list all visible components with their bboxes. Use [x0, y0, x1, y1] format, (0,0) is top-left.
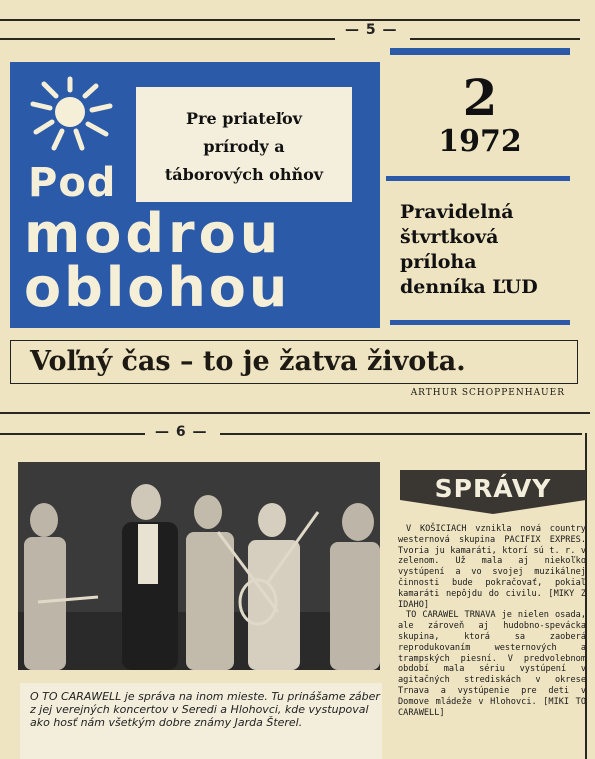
logo-word-oblohou: oblohou	[24, 256, 291, 319]
logo-word-modrou: modrou	[24, 202, 283, 265]
news-item: V KOŠICIACH vznikla nová country westernová skupina PACIFIX EXPRES. Tvoria ju kamaráti, ktorí sú t. r. v zelenom. Už mala aj niekoľko vystúpení a vo svojej muzikálnej činnosti bude pokračovať, pokiaľ kamaráti nepôjdu do civilu. [MIKY Z IDAHO]	[398, 524, 586, 610]
logo-word-pod: Pod	[28, 160, 117, 206]
blue-bar-bottom	[390, 320, 570, 325]
issue-number: 2	[462, 68, 498, 127]
top-rule-left	[0, 38, 335, 40]
quote-text: Voľný čas – to je žatva života.	[30, 346, 466, 377]
supplement-text: Pravidelná štvrtková príloha denníka ĽUD	[400, 201, 538, 298]
tagline: Pre priateľov prírody a táborových ohňov	[164, 109, 324, 184]
page6-rule-left	[0, 433, 145, 435]
sun-icon	[30, 76, 120, 156]
top-rule-right	[410, 38, 580, 40]
page-number-second: — 6 —	[155, 424, 208, 440]
news-heading: SPRÁVY	[434, 474, 552, 503]
photo-caption: O TO CARAWELL je správa na inom mieste. Tu prinášame záber z jej verejných koncertov v Seredi a Hlohovci, kde vystupoval ako hosť nám všetkým dobre známy Jarda Šterel.	[30, 690, 380, 729]
blue-bar-middle	[386, 176, 570, 181]
page6-rule-right	[220, 433, 582, 435]
photo-image	[18, 462, 380, 670]
news-column	[398, 524, 586, 718]
page-number-top: — 5 —	[345, 22, 398, 38]
news-item: TO CARAWEL TRNAVA je nielen osada, ale zároveň aj hudobno-spevácka skupina, ktorá sa zaoberá reprodukovaním westernových a trampských piesní. V predvolebnom období mala sériu vystúpení v agitačných strediskách v okrese Trnava a vystúpenie pre deti v Domove mládeže v Hlohovci. [MIKI TO CARAWELL]	[398, 610, 586, 718]
top-rule	[0, 19, 580, 21]
issue-year: 1972	[438, 124, 522, 159]
quote-author: ARTHUR SCHOPPENHAUER	[410, 388, 565, 398]
band-photo	[18, 462, 380, 670]
tagline-box	[136, 87, 352, 202]
masthead-box	[10, 62, 380, 328]
page-divider	[0, 412, 590, 414]
blue-bar-top	[390, 48, 570, 55]
